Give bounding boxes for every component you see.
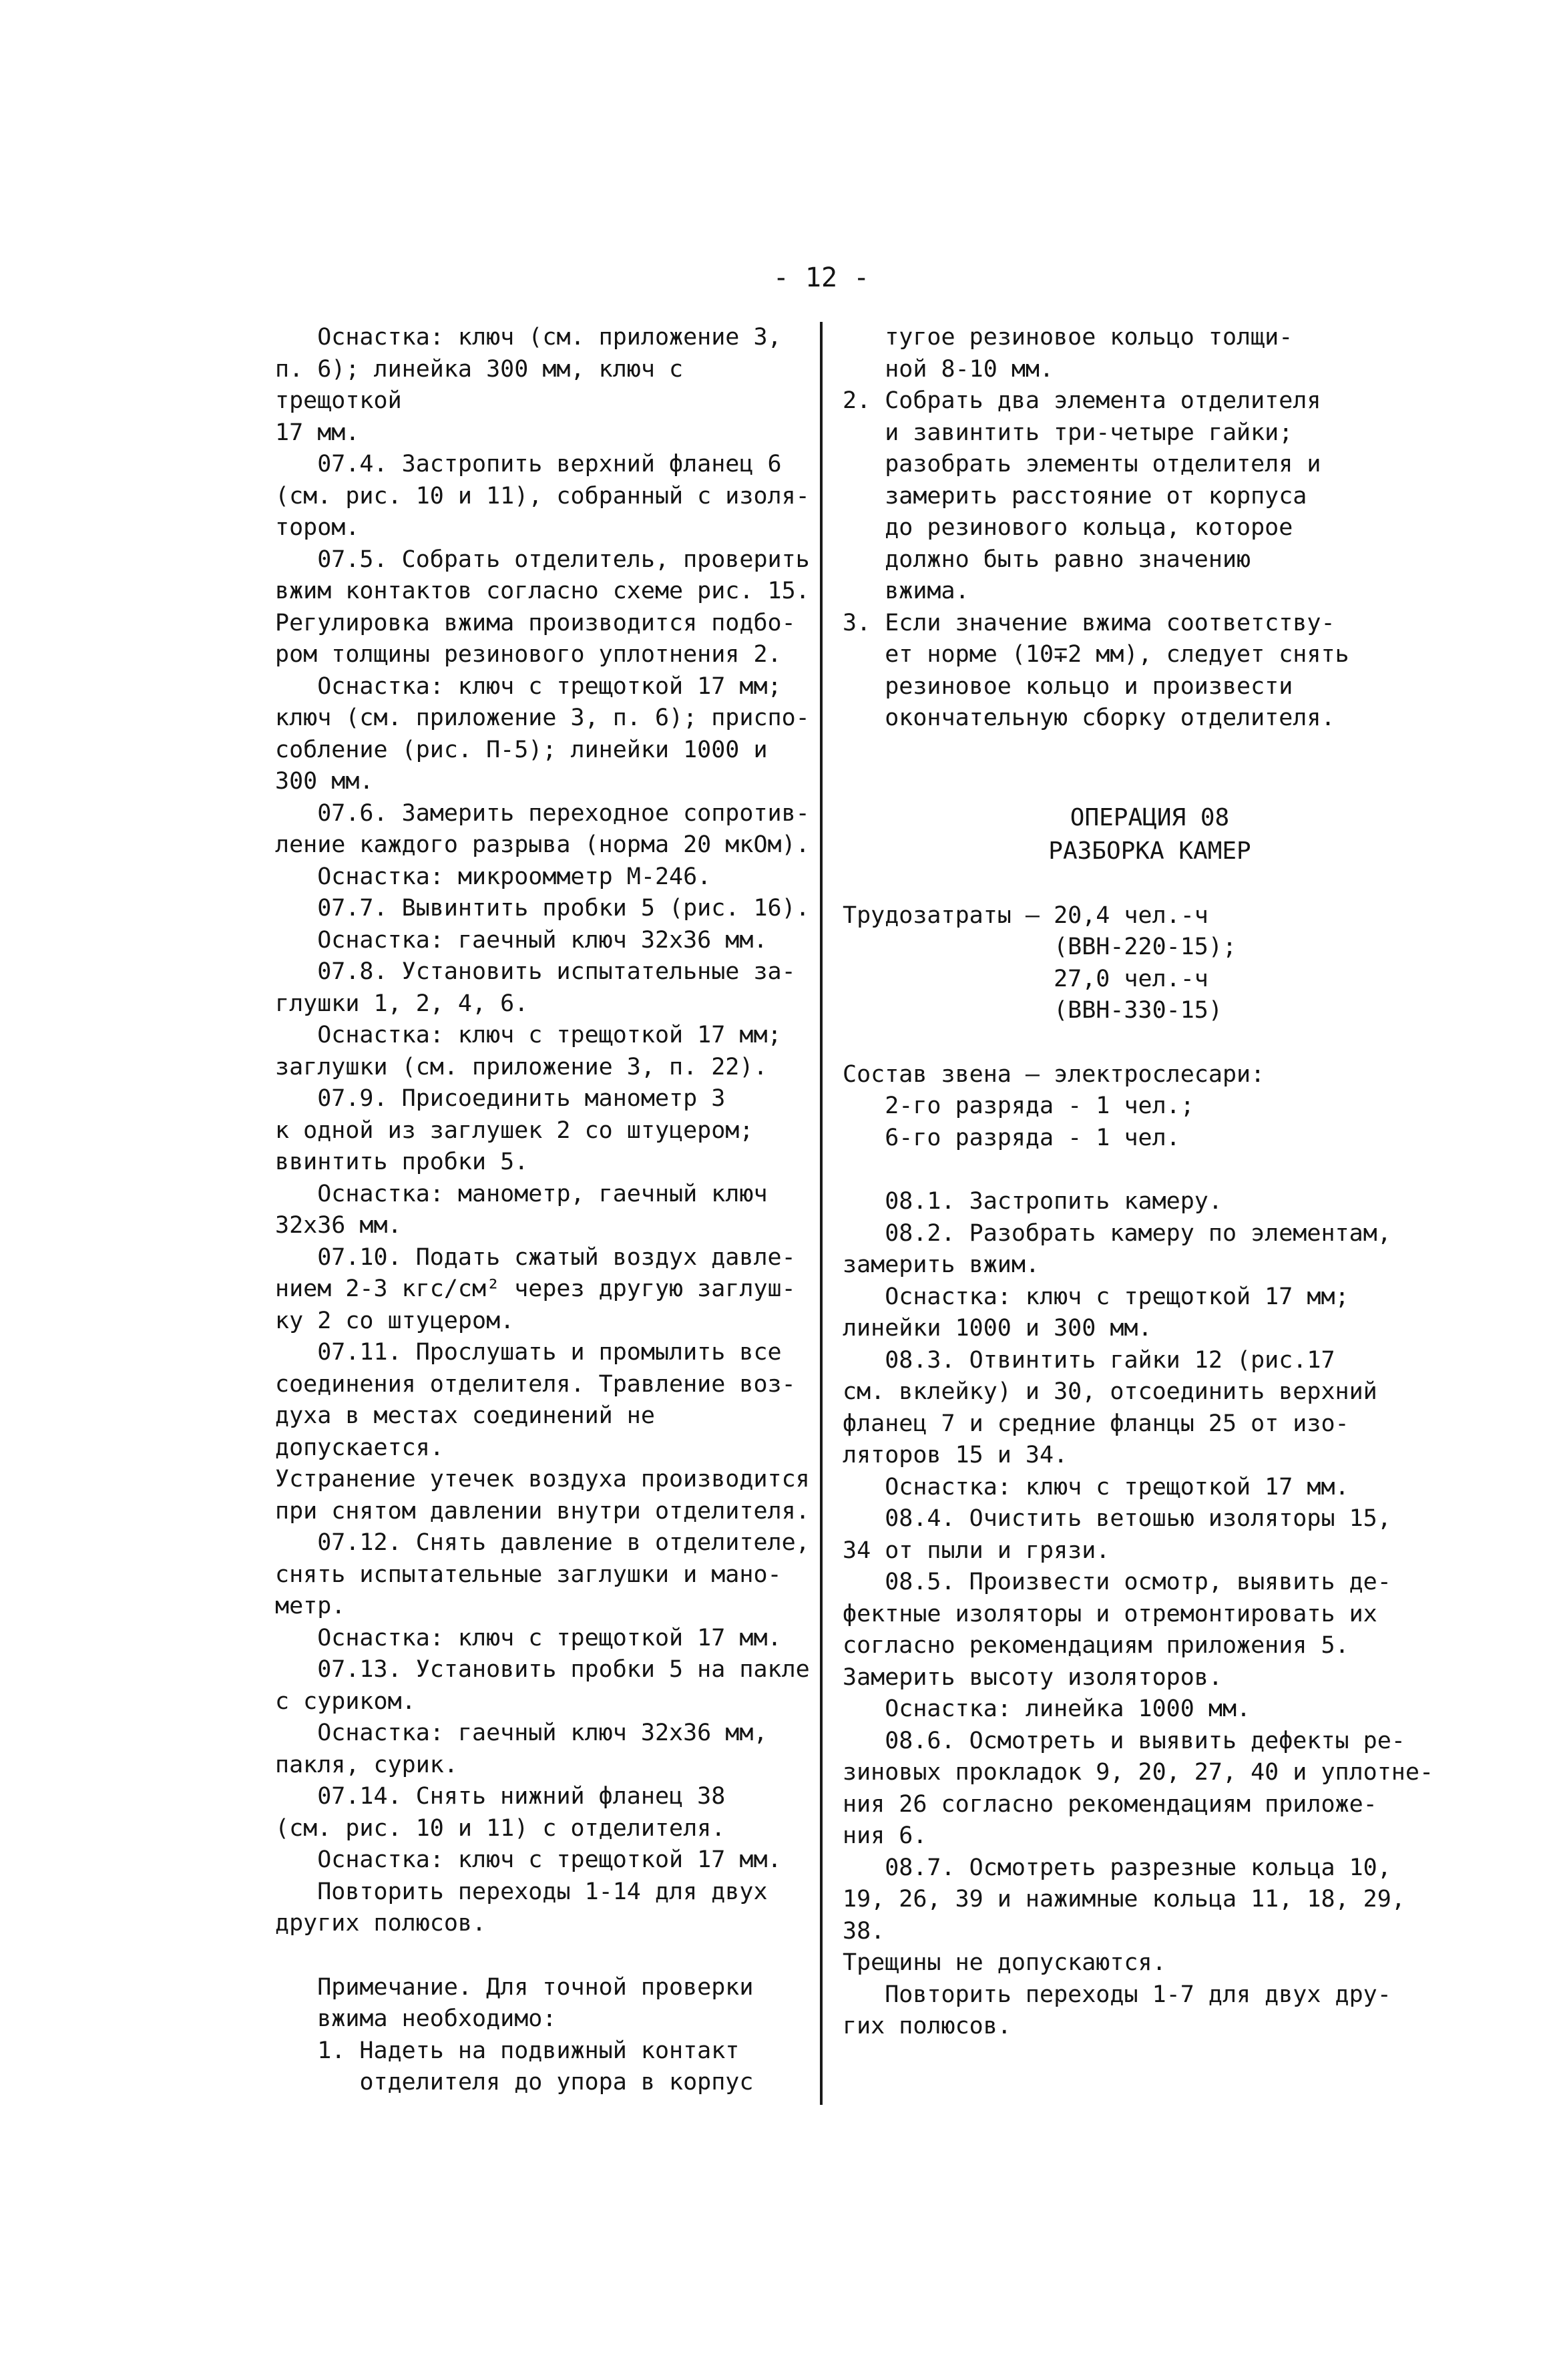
text-line: Оснастка: гаечный ключ 32х36 мм. bbox=[275, 926, 768, 954]
text-line: 08.1. Застропить камеру. bbox=[843, 1188, 1223, 1215]
text-line: с суриком. bbox=[275, 1688, 416, 1715]
text-line: Оснастка: ключ (см. приложение 3, bbox=[275, 324, 782, 351]
text-line: ет норме (10∓2 мм), следует снять bbox=[843, 641, 1349, 668]
text-line: 2. Собрать два элемента отделителя bbox=[843, 387, 1321, 414]
text-line: замерить вжим. bbox=[843, 1251, 1040, 1278]
text-line: 08.6. Осмотреть и выявить дефекты ре- bbox=[843, 1727, 1405, 1754]
text-line: 07.13. Установить пробки 5 на пакле bbox=[275, 1656, 810, 1683]
labor-line: 27,0 чел.-ч bbox=[843, 965, 1208, 992]
text-line: п. 6); линейка 300 мм, ключ с трещоткой bbox=[275, 355, 698, 414]
text-line: 3. Если значение вжима соответству- bbox=[843, 609, 1335, 636]
text-line: метр. bbox=[275, 1593, 346, 1619]
text-line: 08.7. Осмотреть разрезные кольца 10, bbox=[843, 1854, 1391, 1881]
text-line: тугое резиновое кольцо толщи- bbox=[843, 324, 1293, 351]
text-line: Оснастка: гаечный ключ 32х36 мм, bbox=[275, 1720, 768, 1746]
text-line: 07.6. Замерить переходное сопротив- bbox=[275, 799, 810, 827]
text-line: 07.8. Установить испытательные за- bbox=[275, 958, 796, 985]
text-line: к одной из заглушек 2 со штуцером; bbox=[275, 1117, 754, 1144]
text-line: Оснастка: ключ с трещоткой 17 мм. bbox=[843, 1473, 1349, 1501]
text-line: 07.5. Собрать отделитель, проверить bbox=[275, 546, 810, 573]
text-line: глушки 1, 2, 4, 6. bbox=[275, 990, 529, 1017]
steps-block bbox=[843, 1186, 1457, 2043]
text-line: 19, 26, 39 и нажимные кольца 11, 18, 29, 38. bbox=[843, 1886, 1419, 1945]
text-line: соединения отделителя. Травление воз- bbox=[275, 1370, 796, 1398]
labor-block bbox=[843, 900, 1457, 1027]
text-line: 07.7. Вывинтить пробки 5 (рис. 16). bbox=[275, 895, 810, 922]
text-line: ной 8-10 мм. bbox=[843, 355, 1054, 383]
text-line: Повторить переходы 1-14 для двух bbox=[275, 1878, 768, 1905]
text-line: и завинтить три-четыре гайки; bbox=[843, 419, 1293, 446]
text-line: (см. рис. 10 и 11), собранный с изоля- bbox=[275, 482, 810, 510]
text-line: вжим контактов согласно схеме рис. 15. bbox=[275, 578, 810, 604]
text-line: ния 6. bbox=[843, 1822, 927, 1849]
right-column bbox=[843, 322, 1457, 2043]
text-line: снять испытательные заглушки и мано- bbox=[275, 1561, 782, 1588]
left-column bbox=[275, 322, 815, 2099]
crew-line: 6-го разряда - 1 чел. bbox=[843, 1124, 1180, 1151]
note-continuation bbox=[843, 322, 1457, 735]
text-line: 08.2. Разобрать камеру по элементам, bbox=[843, 1219, 1391, 1247]
text-line: разобрать элементы отделителя и bbox=[843, 451, 1321, 477]
text-line: вжима. bbox=[843, 578, 969, 604]
operation-subtitle: РАЗБОРКА КАМЕР bbox=[1048, 837, 1251, 865]
column-divider bbox=[820, 322, 823, 2105]
text-line: ния 26 согласно рекомендациям приложе- bbox=[843, 1790, 1377, 1818]
text-line: фланец 7 и средние фланцы 25 от изо- bbox=[843, 1410, 1349, 1437]
text-line: ключ (см. приложение 3, п. 6); приспо- bbox=[275, 705, 810, 731]
text-line: собление (рис. П-5); линейки 1000 и bbox=[275, 736, 768, 763]
note-line: вжима необходимо: bbox=[275, 2005, 557, 2032]
text-line: 07.12. Снять давление в отделителе, bbox=[275, 1529, 810, 1556]
text-line: ление каждого разрыва (норма 20 мкОм). bbox=[275, 831, 810, 858]
labor-line: (ВВН-330-15) bbox=[843, 997, 1223, 1024]
text-line: 32х36 мм. bbox=[275, 1212, 402, 1239]
text-line: 300 мм. bbox=[275, 768, 374, 795]
text-line: 07.14. Снять нижний фланец 38 bbox=[275, 1783, 726, 1810]
text-line: до резинового кольца, которое bbox=[843, 514, 1293, 541]
text-line: 08.4. Очистить ветошью изоляторы 15, bbox=[843, 1505, 1391, 1532]
text-line: пакля, сурик. bbox=[275, 1751, 458, 1778]
text-line: ром толщины резинового уплотнения 2. bbox=[275, 641, 782, 668]
labor-line: (ВВН-220-15); bbox=[843, 934, 1237, 960]
text-line: ку 2 со штуцером. bbox=[275, 1307, 515, 1334]
text-line: Оснастка: ключ с трещоткой 17 мм; bbox=[843, 1283, 1349, 1310]
text-line: ляторов 15 и 34. bbox=[843, 1442, 1068, 1468]
operation-title: ОПЕРАЦИЯ 08 bbox=[1070, 803, 1230, 831]
text-line: зиновых прокладок 9, 20, 27, 40 и уплотне- bbox=[843, 1759, 1434, 1786]
text-line: Устранение утечек воздуха производится bbox=[275, 1466, 810, 1493]
text-line: гих полюсов. bbox=[843, 2013, 1012, 2039]
text-line: окончательную сборку отделителя. bbox=[843, 705, 1335, 731]
text-line: тором. bbox=[275, 514, 360, 541]
text-line: при снятом давлении внутри отделителя. bbox=[275, 1497, 810, 1525]
text-line: ввинтить пробки 5. bbox=[275, 1149, 529, 1175]
text-line: замерить расстояние от корпуса bbox=[843, 482, 1307, 510]
crew-line: Состав звена — электрослесари: bbox=[843, 1060, 1265, 1088]
text-line: 07.4. Застропить верхний фланец 6 bbox=[275, 451, 782, 477]
note-line: 1. Надеть на подвижный контакт bbox=[275, 2037, 740, 2064]
text-line: резиновое кольцо и произвести bbox=[843, 672, 1293, 700]
text-line: Оснастка: манометр, гаечный ключ bbox=[275, 1180, 768, 1207]
crew-line: 2-го разряда - 1 чел.; bbox=[843, 1093, 1194, 1119]
labor-line: Трудозатраты — 20,4 чел.-ч bbox=[843, 902, 1208, 929]
crew-block bbox=[843, 1059, 1457, 1155]
text-line: Повторить переходы 1-7 для двух дру- bbox=[843, 1981, 1391, 2008]
text-line: Замерить высоту изоляторов. bbox=[843, 1663, 1223, 1691]
text-line: других полюсов. bbox=[275, 1910, 487, 1937]
text-line: Трещины не допускаются. bbox=[843, 1949, 1166, 1976]
text-line: Оснастка: ключ с трещоткой 17 мм; bbox=[275, 672, 782, 700]
text-line: 07.9. Присоединить манометр 3 bbox=[275, 1085, 726, 1112]
text-line: 07.10. Подать сжатый воздух давле- bbox=[275, 1243, 796, 1271]
text-line: Оснастка: ключ с трещоткой 17 мм. bbox=[275, 1624, 782, 1651]
text-line: Оснастка: ключ с трещоткой 17 мм. bbox=[275, 1846, 782, 1873]
text-line: 08.5. Произвести осмотр, выявить де- bbox=[843, 1569, 1391, 1595]
text-line: Регулировка вжима производится подбо- bbox=[275, 609, 796, 636]
text-line: линейки 1000 и 300 мм. bbox=[843, 1315, 1152, 1342]
text-line: должно быть равно значению bbox=[843, 546, 1251, 573]
text-line: см. вклейку) и 30, отсоединить верхний bbox=[843, 1378, 1377, 1405]
note-line: отделителя до упора в корпус bbox=[275, 2069, 754, 2096]
text-line: 07.11. Прослушать и промылить все bbox=[275, 1339, 782, 1366]
text-line: фектные изоляторы и отремонтировать их bbox=[843, 1600, 1377, 1627]
note-line: Примечание. Для точной проверки bbox=[275, 1973, 754, 2001]
text-line: заглушки (см. приложение 3, п. 22). bbox=[275, 1053, 768, 1080]
note-block bbox=[275, 1972, 815, 2099]
text-line: (см. рис. 10 и 11) с отделителя. bbox=[275, 1814, 726, 1842]
text-line: согласно рекомендациям приложения 5. bbox=[843, 1632, 1349, 1659]
text-line: 34 от пыли и грязи. bbox=[843, 1537, 1110, 1564]
text-line: 17 мм. bbox=[275, 419, 360, 446]
text-line: нием 2-3 кгс/см² через другую заглуш- bbox=[275, 1275, 796, 1302]
text-line: Оснастка: ключ с трещоткой 17 мм; bbox=[275, 1022, 782, 1048]
page-number: - 12 - bbox=[772, 262, 870, 293]
left-column-text bbox=[275, 322, 815, 1940]
text-line: Оснастка: микроомметр М-246. bbox=[275, 863, 712, 890]
text-line: Оснастка: линейка 1000 мм. bbox=[843, 1696, 1251, 1722]
text-line: духа в местах соединений не допускается. bbox=[275, 1402, 670, 1461]
text-line: 08.3. Отвинтить гайки 12 (рис.17 bbox=[843, 1346, 1335, 1374]
